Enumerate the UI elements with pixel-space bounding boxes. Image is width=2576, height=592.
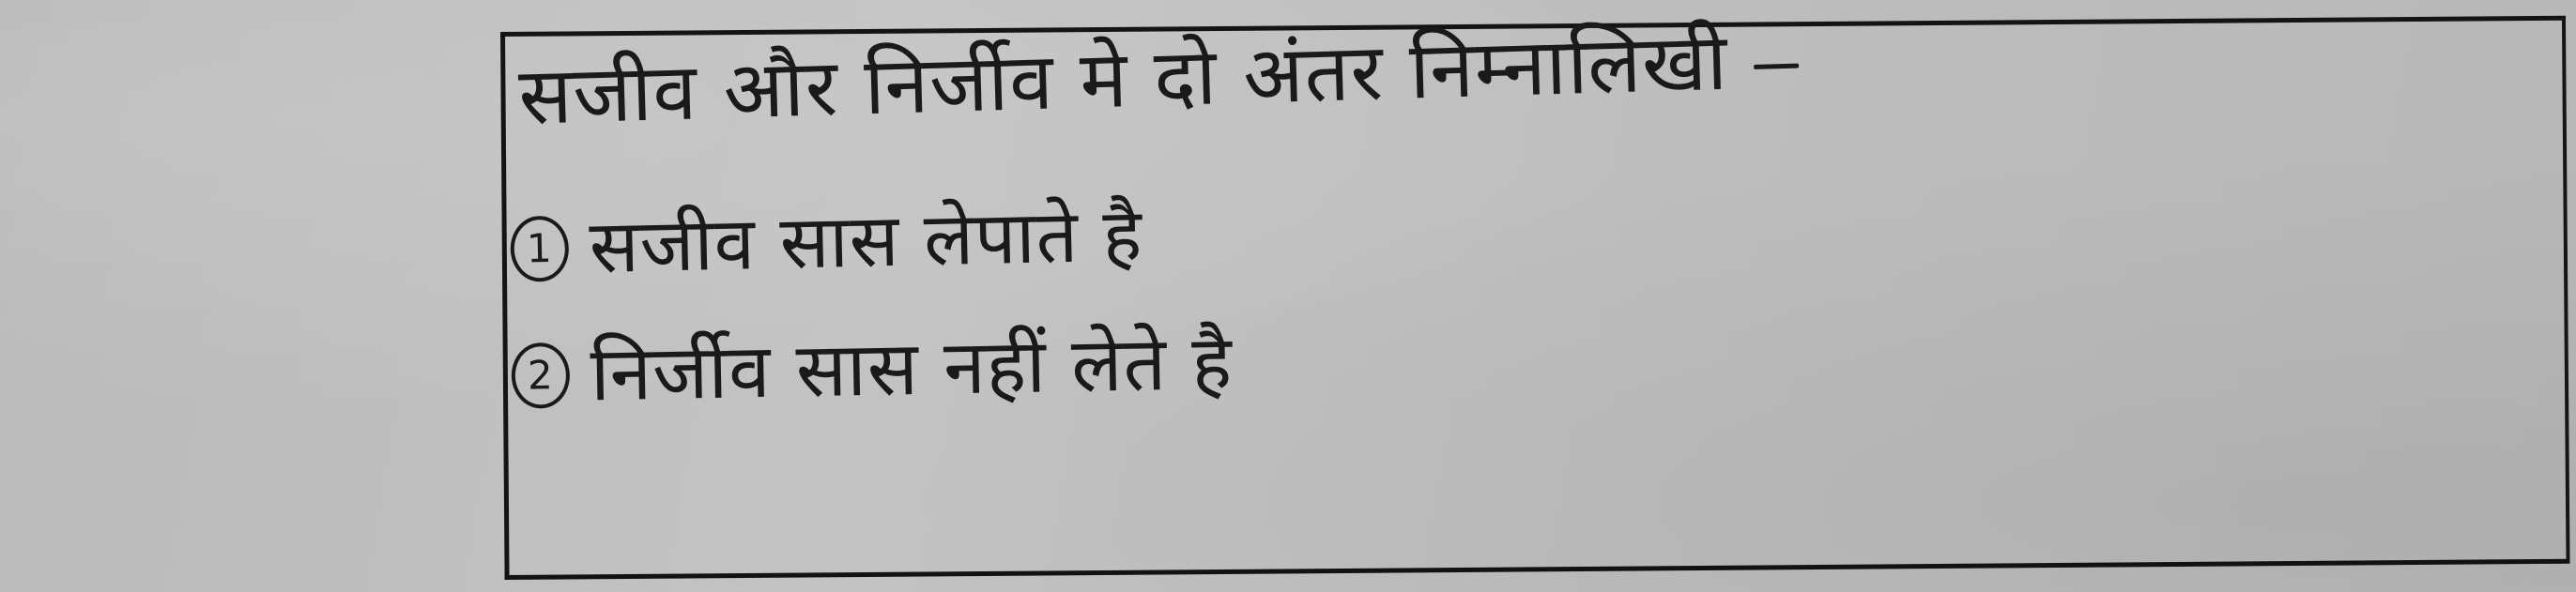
answer-point: [510, 193, 1144, 291]
point-text: सजीव सास लेपाते है: [588, 193, 1144, 291]
answer-heading-text: सजीव और निर्जीव मे दो अंतर निम्नालिखी: [517, 15, 1729, 143]
answer-heading: [517, 15, 1800, 143]
answer-box: [500, 16, 2570, 580]
point-text: निर्जीव सास नहीं लेते है: [590, 318, 1234, 418]
heading-dash: [1755, 63, 1800, 68]
answer-point: [511, 318, 1234, 418]
point-number-badge: 1: [510, 216, 570, 282]
point-number-badge: 2: [511, 342, 570, 409]
